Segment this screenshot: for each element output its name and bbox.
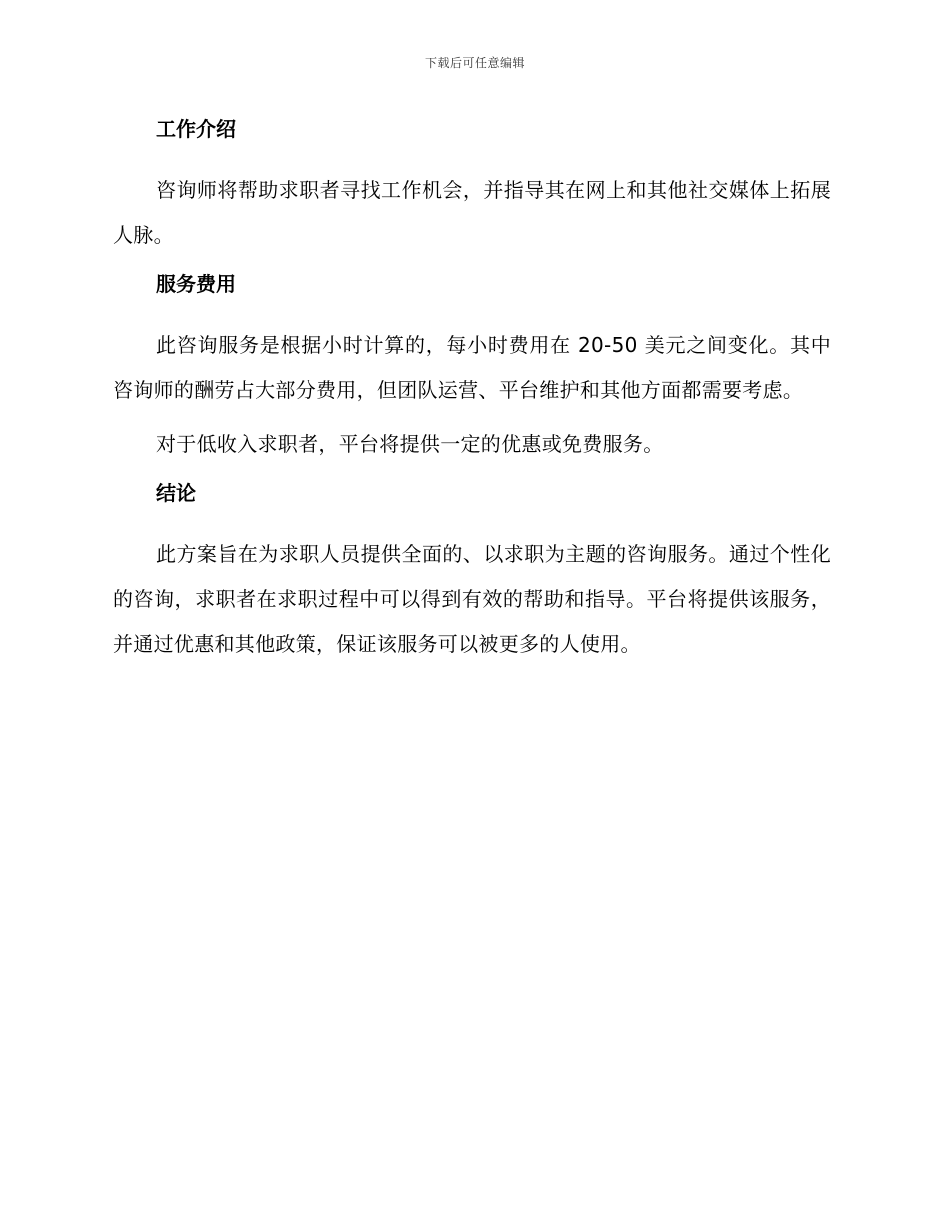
- section-heading-job-intro: 工作介绍: [156, 117, 236, 141]
- paragraph-job-intro: 咨询师将帮助求职者寻找工作机会，并指导其在网上和其他社交媒体上拓展人脉。: [113, 178, 831, 247]
- paragraph-discount: 对于低收入求职者，平台将提供一定的优惠或免费服务。: [156, 432, 664, 456]
- section-heading-conclusion: 结论: [156, 481, 196, 505]
- page-header: 下载后可任意编辑: [424, 56, 525, 70]
- paragraph-conclusion: 此方案旨在为求职人员提供全面的、以求职为主题的咨询服务。通过个性化的咨询，求职者在求职过程中可以得到有效的帮助和指导。平台将提供该服务，并通过优惠和其他政策，保证该服务可以被更多的人使用。: [113, 542, 831, 656]
- section-heading-service-fee: 服务费用: [156, 272, 236, 296]
- document-body: [113, 112, 831, 667]
- paragraph-service-fee: 此咨询服务是根据小时计算的，每小时费用在 20-50 美元之间变化。其中咨询师的酬劳占大部分费用，但团队运营、平台维护和其他方面都需要考虑。: [113, 333, 831, 402]
